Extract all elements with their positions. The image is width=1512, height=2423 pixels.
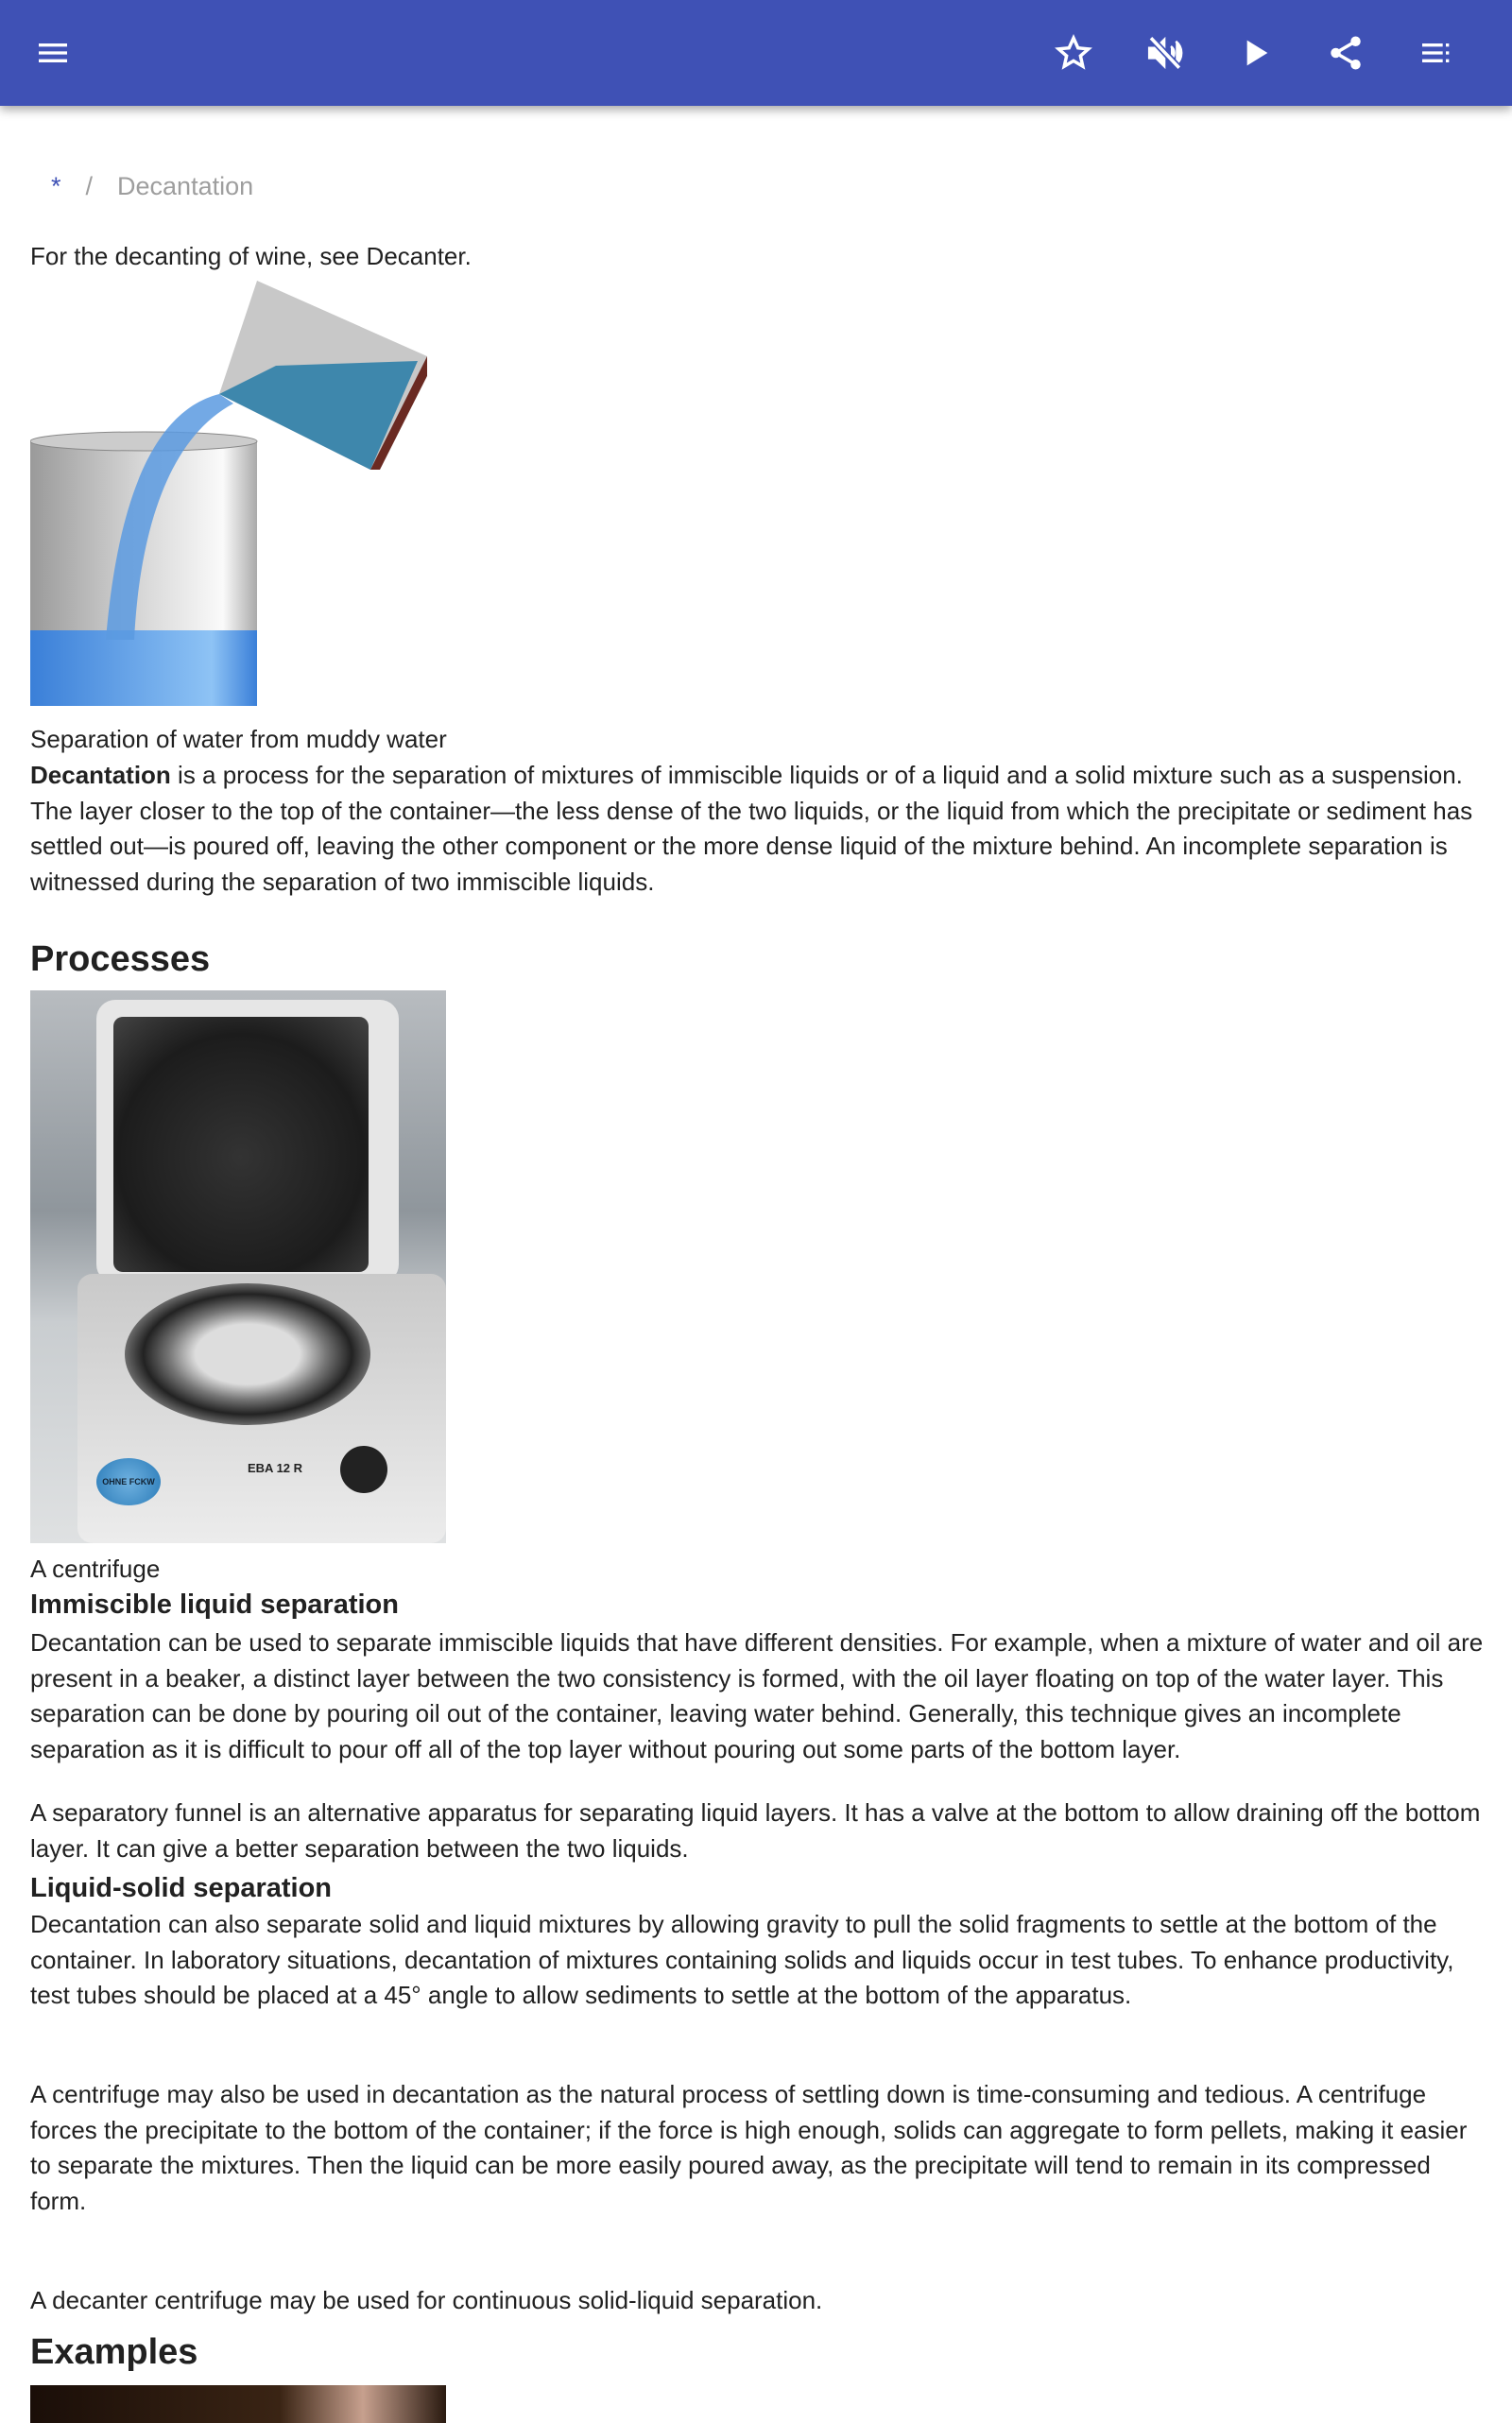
section-heading-examples: Examples	[30, 2332, 198, 2372]
label-brand: OHNE FCKW	[96, 1458, 161, 1505]
paragraph: Decantation can also separate solid and liquid mixtures by allowing gravity to pull the solid fragments to settle at the bottom of the container. In laboratory situations, decantation of mixtures containing solids and liquids occur in test tubes. To enhance productivity, test tubes should be placed at a 45° angle to allow sediments to settle at the bottom of the apparatus.	[30, 1910, 1454, 2010]
menu-icon[interactable]	[30, 30, 76, 76]
breadcrumb-separator: /	[85, 172, 94, 200]
volume-off-icon[interactable]	[1142, 30, 1187, 76]
breadcrumb	[51, 172, 253, 201]
play-icon[interactable]	[1232, 30, 1278, 76]
figure-caption: A centrifuge	[30, 1555, 161, 1583]
intro-paragraph	[30, 758, 1486, 900]
paragraph: A centrifuge may also be used in decantation as the natural process of settling down is time-consuming and tedious. A centrifuge forces the precipitate to the bottom of the container; if the force is high enough, solids can aggregate to form pellets, making it easier to separate the mixtures. Then the liquid can be more easily poured away, as the precipitate will tend to remain in its compressed form.	[30, 2080, 1468, 2215]
paragraph: A decanter centrifuge may be used for continuous solid-liquid separation.	[30, 2286, 823, 2314]
subsection-heading-liquid-solid: Liquid-solid separation	[30, 1873, 333, 1903]
section-heading-processes: Processes	[30, 939, 211, 979]
hatnote: For the decanting of wine, see Decanter.	[30, 242, 472, 270]
app-toolbar	[0, 0, 1512, 106]
breadcrumb-home[interactable]: *	[51, 172, 61, 200]
share-icon[interactable]	[1323, 30, 1368, 76]
figure-caption: Separation of water from muddy water	[30, 725, 447, 753]
star-icon[interactable]	[1051, 30, 1096, 76]
paragraph: Decantation can be used to separate immiscible liquids that have different densities. For example, when a mixture of water and oil are present in a beaker, a distinct layer between the two consistency is formed, with the oil layer floating on top of the water layer. This separation can be done by pouring oil out of the container, leaving water behind. Generally, this technique gives an incomplete separation as it is difficult to pour off all of the top layer without pouring out some parts of the bottom layer.	[30, 1628, 1484, 1763]
label-model: EBA 12 R	[248, 1461, 303, 1475]
playlist-icon[interactable]	[1414, 30, 1459, 76]
decantation-illustration[interactable]	[30, 281, 427, 715]
examples-photo[interactable]	[30, 2385, 446, 2423]
intro-text: is a process for the separation of mixtures of immiscible liquids or of a liquid and a solid mixture such as a suspension. The layer closer to the top of the container—the less dense of the two liquids, or the liquid from which the precipitate or sediment has settled out—is poured off, leaving the other component or the more dense liquid of the mixture behind. An incomplete separation is witnessed during the separation of two immiscible liquids.	[30, 761, 1473, 896]
centrifuge-photo[interactable]	[30, 990, 446, 1543]
paragraph: A separatory funnel is an alternative apparatus for separating liquid layers. It has a valve at the bottom to allow draining off the bottom layer. It can give a better separation between the two liquids.	[30, 1798, 1481, 1863]
intro-bold-term: Decantation	[30, 761, 171, 789]
breadcrumb-current: Decantation	[117, 172, 254, 200]
subsection-heading-immiscible: Immiscible liquid separation	[30, 1590, 399, 1620]
